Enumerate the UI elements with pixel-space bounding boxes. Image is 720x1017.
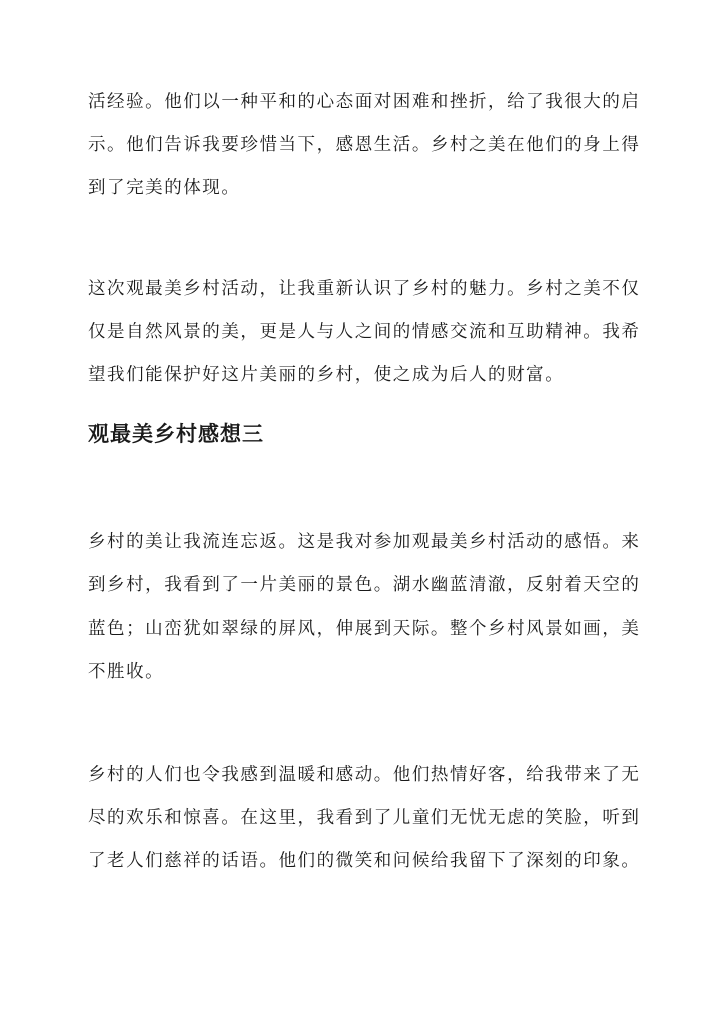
paragraph-line: 到乡村，我看到了一片美丽的景色。湖水幽蓝清澈，反射着天空的	[88, 575, 641, 595]
paragraph-line: 了老人们慈祥的话语。他们的微笑和问候给我留下了深刻的印象。	[88, 851, 641, 871]
paragraph-line: 仅是自然风景的美，更是人与人之间的情感交流和互助精神。我希	[88, 322, 641, 342]
paragraph-line: 望我们能保护好这片美丽的乡村，使之成为后人的财富。	[88, 365, 565, 385]
paragraph-line: 活经验。他们以一种平和的心态面对困难和挫折，给了我很大的启	[88, 92, 641, 112]
paragraph-line: 这次观最美乡村活动，让我重新认识了乡村的魅力。乡村之美不仅	[88, 279, 641, 299]
paragraph-line: 示。他们告诉我要珍惜当下，感恩生活。乡村之美在他们的身上得	[88, 135, 641, 155]
paragraph-line: 到了完美的体现。	[88, 178, 241, 198]
paragraph-line: 不胜收。	[88, 662, 165, 682]
paragraph-line: 尽的欢乐和惊喜。在这里，我看到了儿童们无忧无虑的笑脸，听到	[88, 808, 641, 828]
paragraph-line: 乡村的美让我流连忘返。这是我对参加观最美乡村活动的感悟。来	[88, 532, 641, 552]
paragraph-line: 乡村的人们也令我感到温暖和感动。他们热情好客，给我带来了无	[88, 765, 641, 785]
section-heading: 观最美乡村感想三	[88, 421, 264, 446]
paragraph-line: 蓝色；山峦犹如翠绿的屏风，伸展到天际。整个乡村风景如画，美	[88, 619, 641, 639]
